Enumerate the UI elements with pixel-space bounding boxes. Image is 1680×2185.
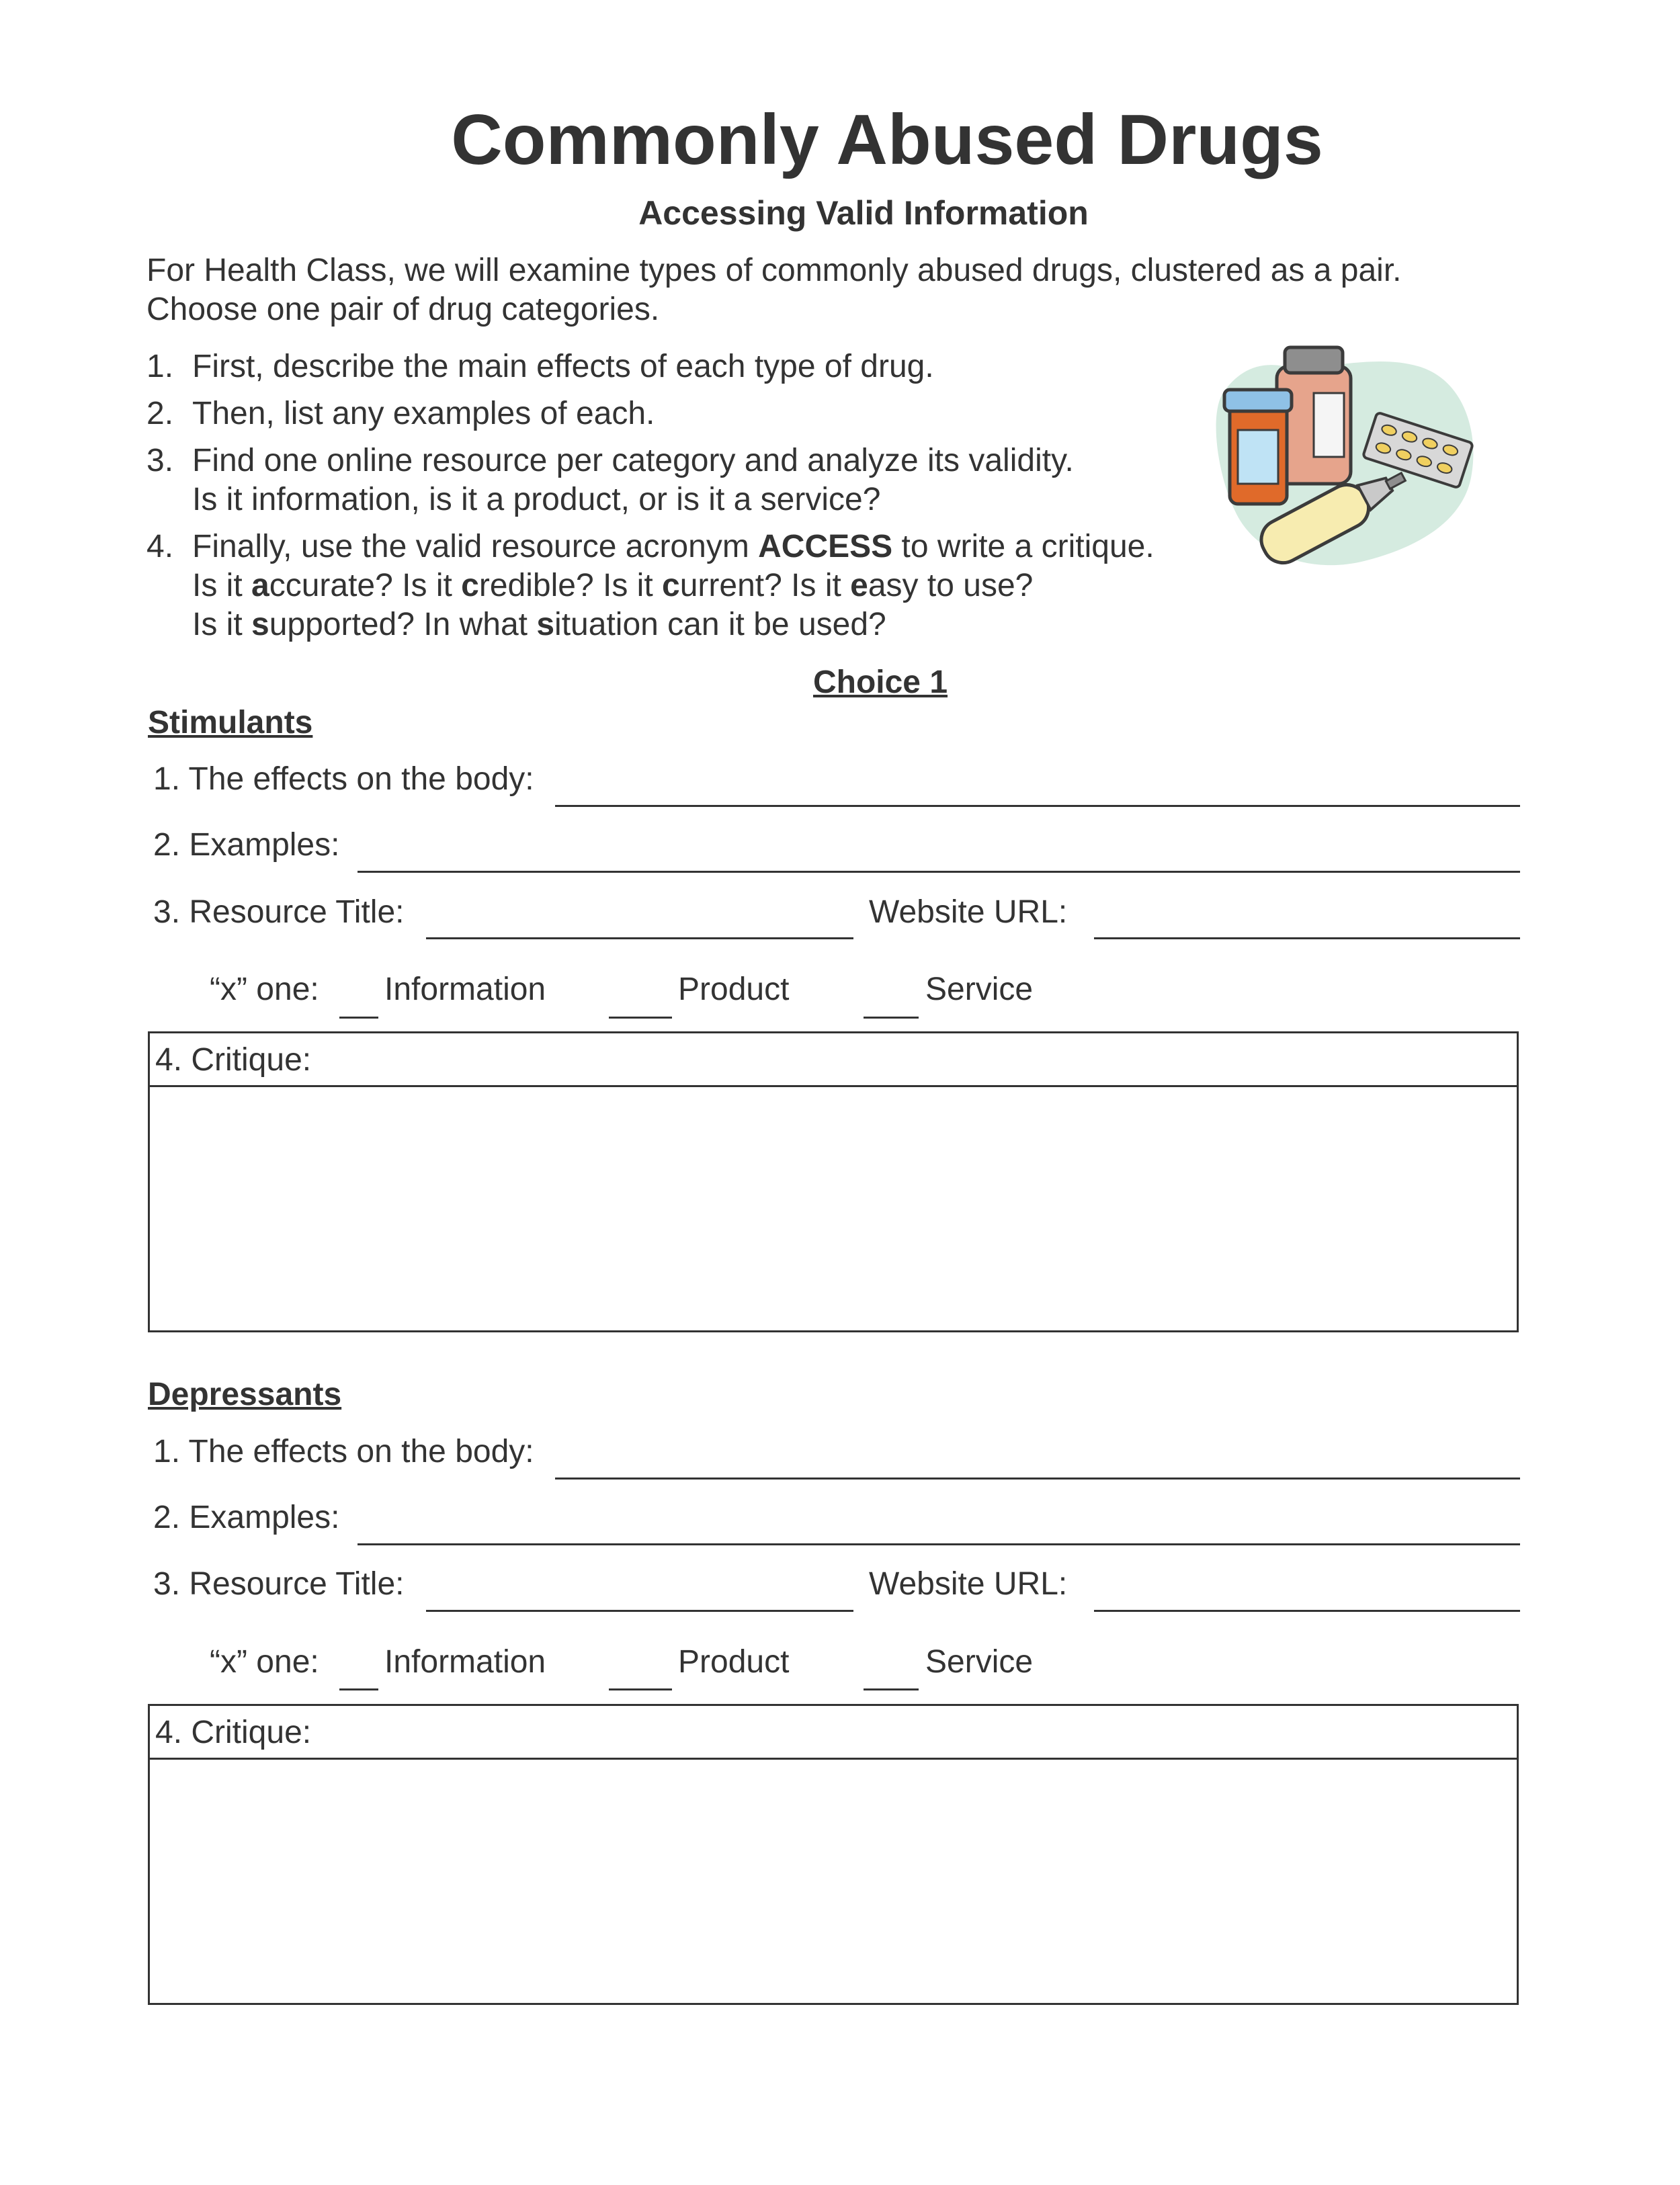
instruction-number: 4. <box>146 529 174 564</box>
instruction-number: 2. <box>146 396 174 431</box>
instruction-text: First, describe the main effects of each type of drug. <box>192 349 934 384</box>
examples-answer-line[interactable] <box>358 1543 1520 1545</box>
critique-header <box>150 1706 1517 1760</box>
resource-title-answer-line[interactable] <box>426 1610 853 1612</box>
service-option: Service <box>925 972 1034 1007</box>
choice-heading: Choice 1 <box>812 665 948 700</box>
resource-title-label: 3. Resource Title: <box>153 1566 405 1602</box>
instruction-text: Then, list any examples of each. <box>192 396 655 431</box>
website-url-label: Website URL: <box>869 894 1068 930</box>
intro-line-1: For Health Class, we will examine types of commonly abused drugs, clustered as a pair. <box>146 253 1402 288</box>
access-acronym-line: Is it accurate? Is it credible? Is it current? Is it easy to use? <box>192 568 1034 603</box>
resource-title-label: 3. Resource Title: <box>153 894 405 930</box>
x-one-label: “x” one: <box>210 972 319 1007</box>
website-url-answer-line[interactable] <box>1094 1610 1520 1612</box>
examples-label: 2. Examples: <box>153 827 340 863</box>
examples-label: 2. Examples: <box>153 1500 340 1535</box>
access-acronym-line: Is it supported? In what situation can it be used? <box>192 607 886 642</box>
service-option: Service <box>925 1644 1034 1680</box>
instruction-text: Find one online resource per category and analyze its validity. <box>192 443 1074 478</box>
section-heading: Depressants <box>148 1377 342 1412</box>
product-checkbox-blank[interactable] <box>609 1017 672 1019</box>
effects-answer-line[interactable] <box>555 1477 1520 1480</box>
information-option: Information <box>384 1644 546 1680</box>
service-checkbox-blank[interactable] <box>864 1688 919 1690</box>
critique-box <box>148 1704 1519 2005</box>
x-one-label: “x” one: <box>210 1644 319 1680</box>
critique-writing-area[interactable] <box>150 1087 1517 1330</box>
website-url-label: Website URL: <box>869 1566 1068 1602</box>
product-option: Product <box>678 1644 790 1680</box>
critique-label: 4. Critique: <box>155 1715 312 1750</box>
page-subtitle: Accessing Valid Information <box>638 194 1089 232</box>
section-heading: Stimulants <box>148 705 313 740</box>
instruction-text: Finally, use the valid resource acronym ACCESS to write a critique. <box>192 529 1154 564</box>
information-option: Information <box>384 972 546 1007</box>
intro-line-2: Choose one pair of drug categories. <box>146 292 660 327</box>
critique-box <box>148 1031 1519 1332</box>
critique-header <box>150 1033 1517 1087</box>
service-checkbox-blank[interactable] <box>864 1017 919 1019</box>
instruction-number: 1. <box>146 349 174 384</box>
product-checkbox-blank[interactable] <box>609 1688 672 1690</box>
effects-answer-line[interactable] <box>555 805 1520 807</box>
resource-title-answer-line[interactable] <box>426 937 853 939</box>
medicine-bottles-pills-icon <box>1196 339 1492 571</box>
instruction-text: Is it information, is it a product, or is it a service? <box>192 482 881 517</box>
instruction-number: 3. <box>146 443 174 478</box>
information-checkbox-blank[interactable] <box>339 1017 378 1019</box>
page-title: Commonly Abused Drugs <box>451 100 1323 179</box>
effects-label: 1. The effects on the body: <box>153 1434 534 1469</box>
critique-label: 4. Critique: <box>155 1042 312 1078</box>
product-option: Product <box>678 972 790 1007</box>
website-url-answer-line[interactable] <box>1094 937 1520 939</box>
effects-label: 1. The effects on the body: <box>153 761 534 797</box>
examples-answer-line[interactable] <box>358 871 1520 873</box>
information-checkbox-blank[interactable] <box>339 1688 378 1690</box>
critique-writing-area[interactable] <box>150 1760 1517 2003</box>
